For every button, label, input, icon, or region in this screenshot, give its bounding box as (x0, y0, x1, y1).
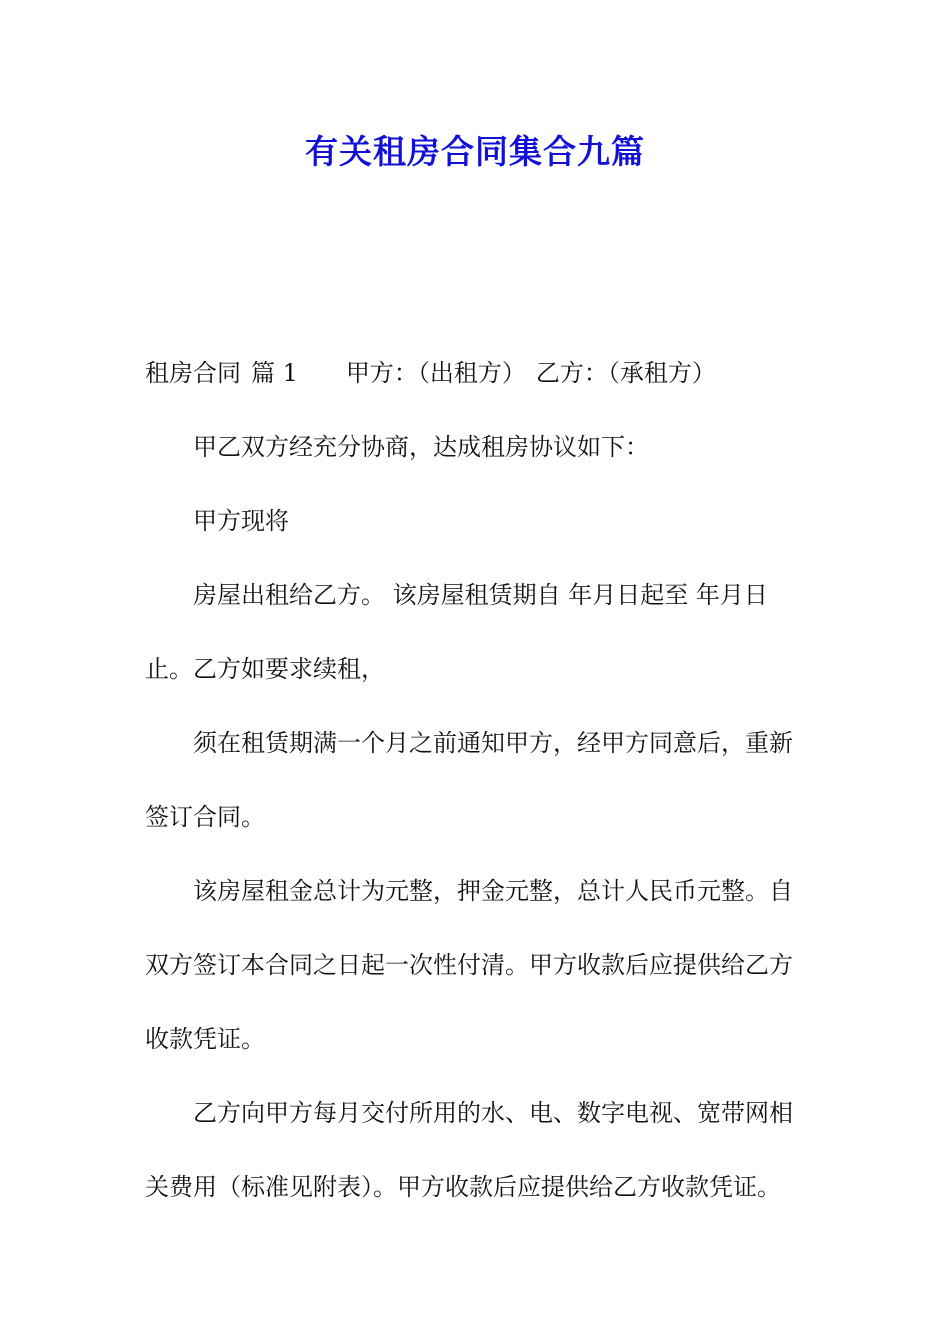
paragraph-line: 收款凭证。 (145, 1025, 265, 1053)
paragraph-line: 该房屋租金总计为元整，押金元整，总计人民币元整。自 (193, 877, 793, 905)
article-number: 篇 1 (251, 359, 298, 387)
paragraph-line: 甲方现将 (193, 507, 289, 535)
party-a-label: 甲方：（出租方） (345, 359, 526, 387)
heading-line (145, 336, 807, 410)
document-title: 有关租房合同集合九篇 (305, 132, 645, 171)
paragraph-line: 关费用（标准见附表）。甲方收款后应提供给乙方收款凭证。 (145, 1173, 781, 1201)
paragraph-line: 签订合同。 (145, 803, 265, 831)
paragraph-line: 甲乙双方经充分协商，达成租房协议如下： (193, 433, 649, 461)
document-body (145, 336, 807, 1224)
paragraph-line: 双方签订本合同之日起一次性付清。甲方收款后应提供给乙方 (145, 951, 793, 979)
paragraph-line: 止。乙方如要求续租， (145, 655, 385, 683)
paragraph-line: 乙方向甲方每月交付所用的水、电、数字电视、宽带网相 (193, 1099, 793, 1127)
paragraph-line: 房屋出租给乙方。 该房屋租赁期自 年月日起至 年月日 (193, 581, 768, 609)
contract-label: 租房合同 (145, 359, 241, 387)
paragraph-line: 须在租赁期满一个月之前通知甲方，经甲方同意后，重新 (193, 729, 793, 757)
party-b-label: 乙方：（承租方） (535, 359, 716, 387)
